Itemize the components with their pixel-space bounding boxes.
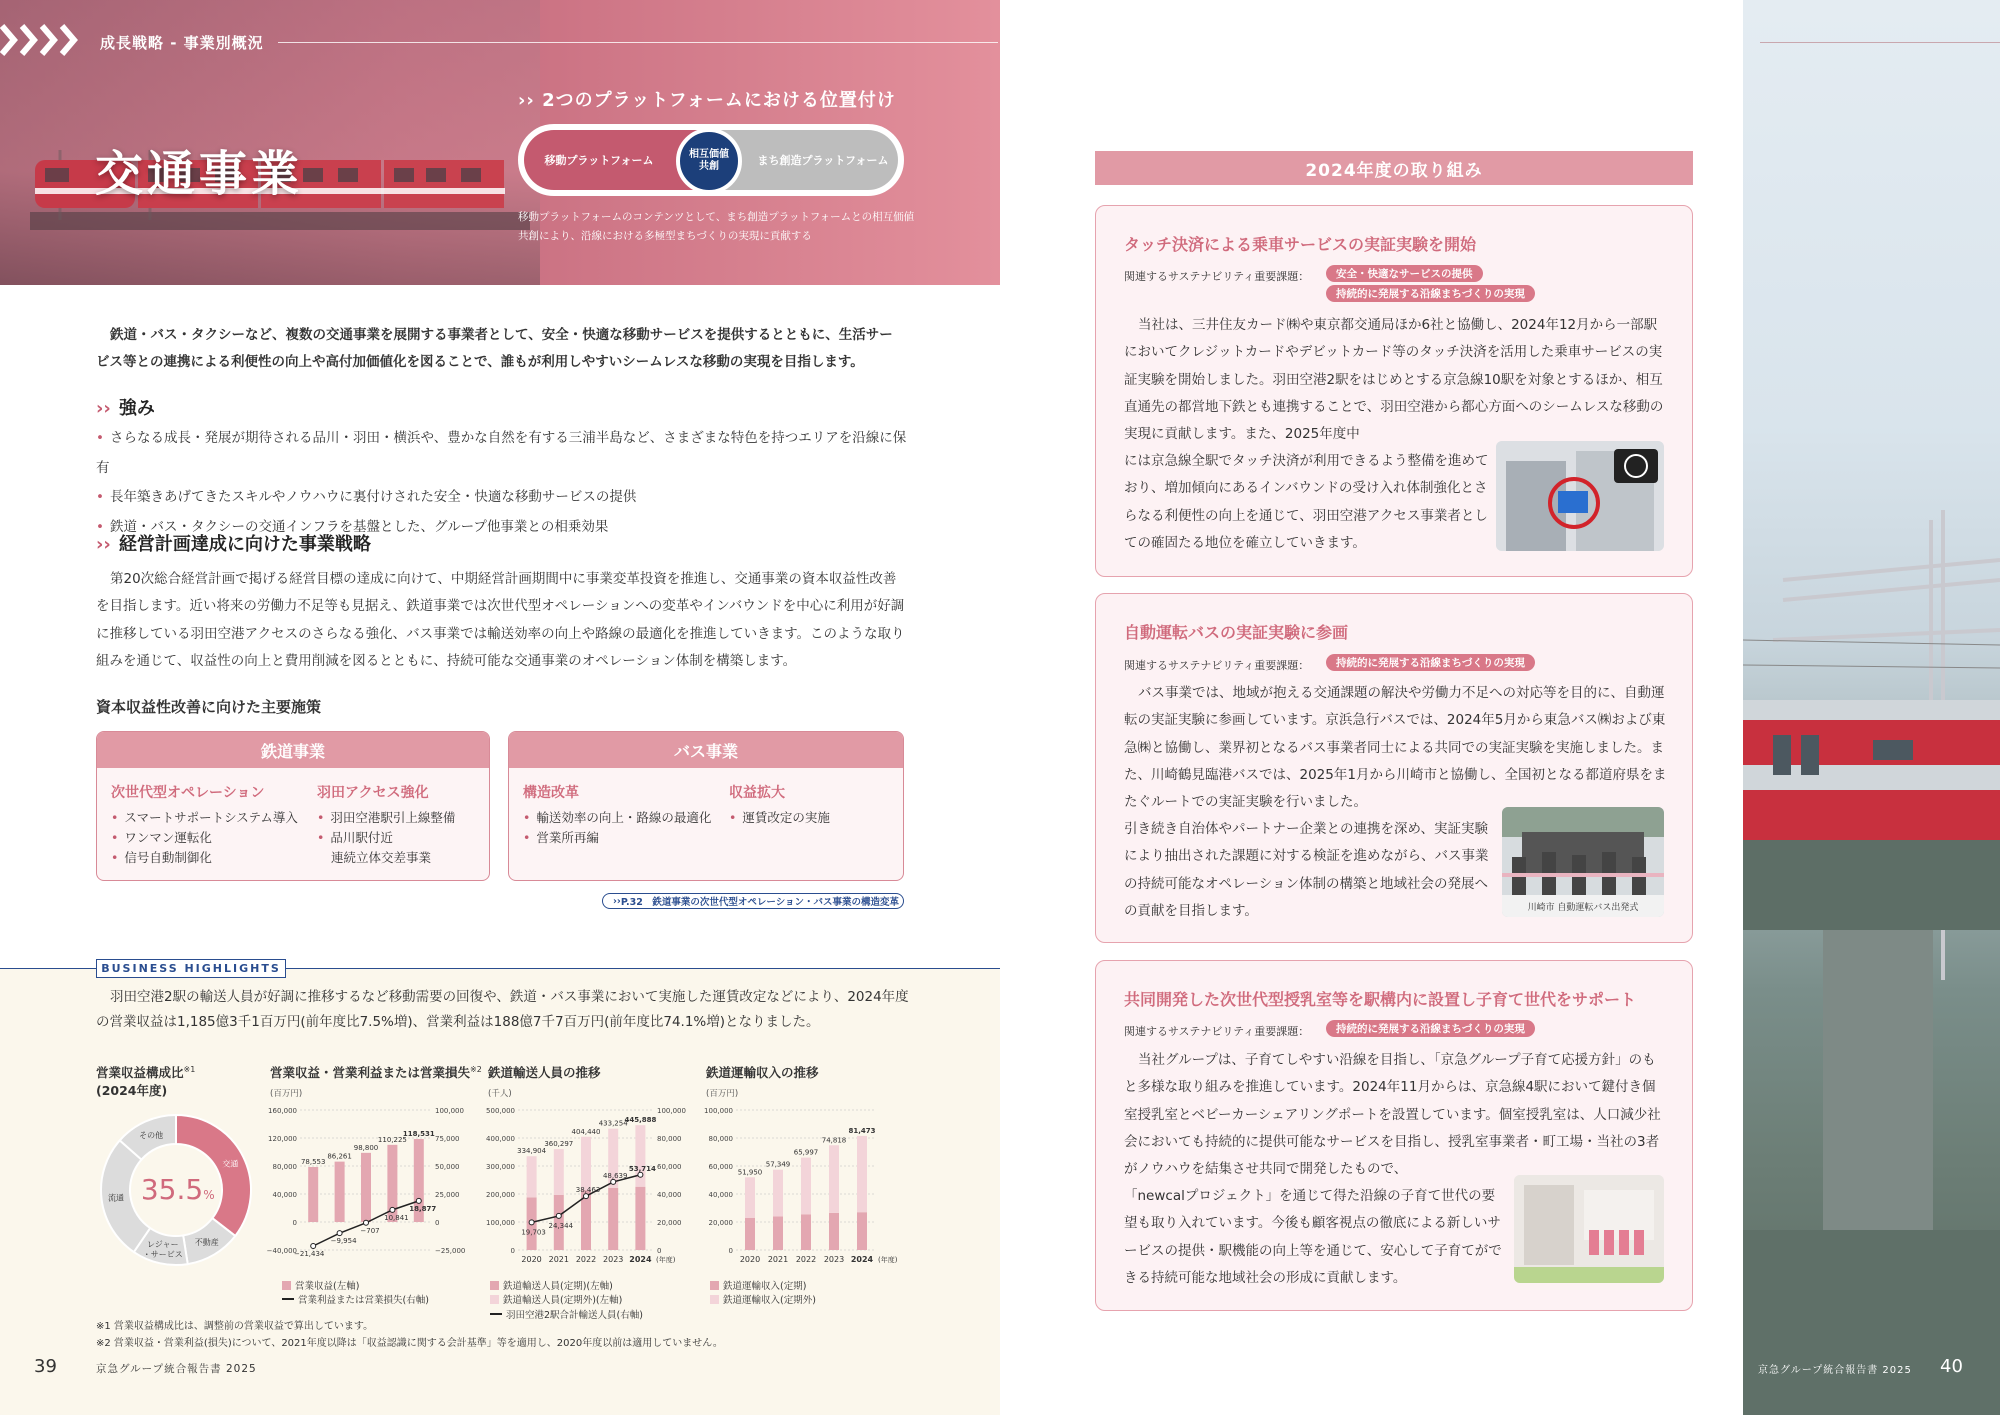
double-chevron-icon: ›› bbox=[518, 90, 543, 111]
page-number-left: 39 bbox=[34, 1356, 57, 1377]
section-label: 成長戦略 - 事業別概況 bbox=[100, 34, 264, 52]
y-tick-label: 80,000 bbox=[272, 1163, 297, 1171]
platform-left: 移動プラットフォーム bbox=[524, 130, 704, 190]
related-label: 関連するサステナビリティ重要課題： bbox=[1124, 659, 1310, 672]
chart4-title: 鉄道運輸収入の推移 bbox=[706, 1065, 819, 1080]
composition-pie-chart bbox=[96, 1110, 256, 1270]
platform-diagram bbox=[518, 124, 904, 196]
pie-slice-label: 流通 bbox=[107, 1193, 124, 1203]
legend-swatch bbox=[490, 1295, 499, 1304]
bar bbox=[361, 1153, 371, 1222]
bar-segment bbox=[829, 1145, 839, 1213]
card-title: 共同開発した次世代型授乳室等を駅構内に設置し子育て世代をサポート bbox=[1124, 990, 1637, 1009]
y-tick-label: 40,000 bbox=[272, 1191, 297, 1199]
bar-segment bbox=[745, 1177, 755, 1218]
line-value-label: 10,841 bbox=[384, 1213, 409, 1222]
x-tick-label: 2024 bbox=[850, 1255, 874, 1264]
list-item: • 営業所再編 bbox=[523, 828, 711, 848]
y-right-tick-label: 80,000 bbox=[657, 1135, 682, 1143]
pie-slice-label: ・サービス bbox=[142, 1250, 183, 1260]
list-item: • ワンマン運転化 bbox=[111, 828, 298, 848]
double-chevron-icon: ›› bbox=[96, 534, 111, 555]
chart4-legend bbox=[710, 1280, 816, 1309]
bar-total-label: 445,888 bbox=[624, 1116, 657, 1125]
double-chevron-icon: ›› bbox=[96, 398, 111, 419]
line-point bbox=[390, 1207, 395, 1212]
legend-swatch bbox=[710, 1295, 719, 1304]
pie-slice-label: 交通 bbox=[222, 1159, 239, 1169]
card-body: 当社は、三井住友カード㈱や東京都交通局ほか6社と協働し、2024年12月から一部駅においてクレジットカードやデビットカード等のタッチ決済を活用した乗車サービスの実証実験を開始しました。羽田空港2駅をはじめとする京急線10駅を対象とするほか、相互直通先の都営地下鉄とも連携することで、羽田空港から都心方面へのシームレスな移動の実現に貢献します。また、2025年度中 bbox=[1124, 317, 1664, 443]
nursing-room-illustration bbox=[1514, 1175, 1664, 1283]
x-tick-label: 2021 bbox=[767, 1255, 789, 1264]
bar-segment bbox=[857, 1136, 867, 1212]
y-right-tick-label: 0 bbox=[435, 1219, 440, 1227]
y-tick-label: 120,000 bbox=[268, 1135, 297, 1143]
rail-policy-title: 鉄道事業 bbox=[97, 732, 489, 768]
y-right-tick-label: 50,000 bbox=[435, 1163, 460, 1171]
rail-col-title: 次世代型オペレーション bbox=[111, 785, 265, 801]
photo-sign-text: 川崎市 自動運転バス出発式 bbox=[1527, 903, 1639, 913]
nursing-room-photo bbox=[1514, 1175, 1664, 1283]
x-tick-label: 2022 bbox=[795, 1255, 817, 1264]
legend-item: 鉄道輸送人員(定期外)(左軸) bbox=[490, 1294, 643, 1308]
rail-revenue-chart bbox=[696, 1100, 916, 1280]
x-tick-label: 2020 bbox=[739, 1255, 761, 1264]
bar-segment bbox=[829, 1213, 839, 1250]
list-item: • 輸送効率の向上・路線の最適化 bbox=[523, 808, 711, 828]
bar-total-label: 404,440 bbox=[571, 1127, 601, 1136]
sustainability-tag: 持続的に発展する沿線まちづくりの実現 bbox=[1326, 285, 1535, 302]
pie-center-unit: % bbox=[203, 1188, 215, 1202]
y-tick-label: 0 bbox=[292, 1219, 297, 1227]
bar-total-label: 81,473 bbox=[848, 1126, 876, 1135]
header-banner bbox=[0, 0, 1000, 285]
y-tick-label: 60,000 bbox=[708, 1163, 733, 1171]
bar-segment bbox=[745, 1218, 755, 1250]
rail-col-haneda bbox=[317, 782, 455, 868]
bus-col-reform bbox=[523, 782, 711, 848]
rail-col-title: 羽田アクセス強化 bbox=[317, 785, 429, 801]
card-body-continued: には京急線全駅でタッチ決済が利用できるよう整備を進めており、増加傾向にあるインバウンドの受け入れ体制強化とさらなる利便性の向上を通じて、羽田空港アクセス事業者としての確固たる地位を確立していきます。 bbox=[1124, 453, 1489, 551]
bus-policy-title: バス事業 bbox=[509, 732, 903, 768]
list-item: • 長年築きあげてきたスキルやノウハウに裏付けされた安全・快適な移動サービスの提供 bbox=[96, 483, 916, 513]
initiative-card-nursing-room bbox=[1095, 960, 1693, 1311]
strategy-paragraph: 第20次総合経営計画で掲げる経営目標の達成に向けて、中期経営計画期間中に事業変革投資を推進し、交通事業の資本収益性改善を目指します。近い将来の労働力不足等も見据え、鉄道事業では次世代型オペレーションへの変革やインバウンドを中心に利用が好調に推移している羽田空港アクセスのさらなる強化、バス事業では輸送効率の向上や路線の最適化を推進していきます。このような取り組みを通じて、収益性の向上と費用削減を図るとともに、持続可能な交通事業のオペレーション体制を構築します。 bbox=[96, 571, 905, 669]
line-value-label: 38,463 bbox=[575, 1186, 601, 1195]
bar-value-label: 110,225 bbox=[377, 1135, 407, 1144]
bar-segment bbox=[773, 1170, 783, 1217]
legend-item: 営業利益または営業損失(右軸) bbox=[282, 1294, 429, 1308]
list-item: • 信号自動制御化 bbox=[111, 848, 298, 868]
bar-segment bbox=[635, 1187, 645, 1250]
chevron-decoration-icon bbox=[0, 22, 90, 58]
rail-policy-box bbox=[96, 731, 490, 881]
line-value-label: 53,714 bbox=[628, 1164, 656, 1173]
strategy-heading: ›› 経営計画達成に向けた事業戦略 bbox=[96, 534, 371, 555]
card-title: タッチ決済による乗車サービスの実証実験を開始 bbox=[1124, 235, 1477, 254]
bar-value-label: 86,261 bbox=[327, 1152, 352, 1161]
y-tick-label: 500,000 bbox=[486, 1107, 515, 1115]
list-item: • 鉄道・バス・タクシーの交通インフラを基盤とした、グループ他事業との相乗効果 bbox=[96, 513, 916, 543]
bar-total-label: 51,950 bbox=[737, 1168, 763, 1177]
line-point bbox=[311, 1244, 316, 1249]
related-label: 関連するサステナビリティ重要課題： bbox=[1124, 270, 1310, 283]
bus-ceremony-illustration bbox=[1502, 807, 1664, 917]
y-right-tick-label: 20,000 bbox=[657, 1219, 682, 1227]
bar-total-label: 57,349 bbox=[765, 1160, 791, 1169]
x-axis-suffix bbox=[434, 1279, 454, 1280]
bus-col-revenue bbox=[729, 782, 830, 828]
x-tick-label: 2023 bbox=[823, 1255, 845, 1264]
x-tick-label: 2024 bbox=[629, 1255, 652, 1264]
card-body: バス事業では、地域が抱える交通課題の解決や労働力不足への対応等を目的に、自動運転の実証実験に参画しています。京浜急行バスでは、2024年5月から東急バス㈱および東急㈱と協働し、業界初となるバス事業者同士による共同での実証実験を実施しました。また、川崎鶴見臨港バスでは、2025年1月から川崎市と協働し、全国初となる都道府県をまたぐルートでの実証実験を行いました。 bbox=[1124, 685, 1667, 811]
sustainability-tag: 持続的に発展する沿線まちづくりの実現 bbox=[1326, 1020, 1535, 1037]
line-point bbox=[364, 1220, 369, 1225]
chart2-legend bbox=[282, 1280, 429, 1309]
bar-total-label: 334,904 bbox=[517, 1147, 547, 1156]
bar-total-label: 360,297 bbox=[544, 1140, 574, 1149]
related-label: 関連するサステナビリティ重要課題： bbox=[1124, 1025, 1310, 1038]
page-reference-link[interactable]: ›› P.32 鉄道事業の次世代型オペレーション・バス事業の構造変革 bbox=[602, 893, 904, 909]
chart4-unit: (百万円) bbox=[706, 1089, 739, 1099]
legend-swatch bbox=[490, 1281, 499, 1290]
bar-segment bbox=[773, 1216, 783, 1250]
platform-note: 移動プラットフォームのコンテンツとして、まち創造プラットフォームとの相互価値共創により、沿線における多極型まちづくりの実現に貢献する bbox=[518, 211, 915, 242]
y-tick-label: 100,000 bbox=[704, 1107, 733, 1115]
legend-item: 営業収益(左軸) bbox=[282, 1280, 429, 1294]
list-item: • 品川駅付近 bbox=[317, 828, 455, 848]
line-point bbox=[337, 1231, 342, 1236]
bar bbox=[308, 1167, 318, 1222]
y-right-tick-label: 60,000 bbox=[657, 1163, 682, 1171]
bus-ceremony-photo bbox=[1502, 807, 1664, 917]
bar-segment bbox=[857, 1212, 867, 1250]
pie-slice-label: 不動産 bbox=[194, 1238, 219, 1248]
footnote: ※2 営業収益・営業利益(損失)について、2021年度以降は「収益認識に関する会計基準」等を適用し、2020年度以前は適用していません。 bbox=[96, 1338, 723, 1349]
bar-segment bbox=[801, 1214, 811, 1250]
initiative-card-autonomous-bus bbox=[1095, 593, 1693, 943]
y-tick-label: 80,000 bbox=[708, 1135, 733, 1143]
sustainability-tag: 持続的に発展する沿線まちづくりの実現 bbox=[1326, 654, 1535, 671]
line-point bbox=[584, 1194, 589, 1199]
bar-value-label: 118,531 bbox=[402, 1130, 435, 1139]
legend-item: 羽田空港2駅合計輸送人員(右軸) bbox=[490, 1309, 643, 1323]
y-right-tick-label: −25,000 bbox=[435, 1247, 466, 1255]
line-point bbox=[416, 1198, 421, 1203]
line-value-label: 48,639 bbox=[602, 1171, 628, 1180]
x-tick-label: 2020 bbox=[521, 1255, 542, 1264]
y-tick-label: 400,000 bbox=[486, 1135, 515, 1143]
card-body-continued: 「newcalプロジェクト」を通じて得た沿線の子育て世代の要望も取り入れています。今後も顧客視点の徹底による新しいサービスの提供・駅機能の向上等を通じて、安心して子育てができる持続可能な地域社会の形成に貢献します。 bbox=[1124, 1188, 1502, 1286]
ridership-chart bbox=[478, 1100, 696, 1280]
x-tick-label: 2023 bbox=[603, 1255, 624, 1264]
line-point bbox=[556, 1213, 561, 1218]
y-tick-label: 300,000 bbox=[486, 1163, 515, 1171]
y-tick-label: −40,000 bbox=[266, 1247, 297, 1255]
y-tick-label: 0 bbox=[510, 1247, 515, 1255]
business-highlights-tag: BUSINESS HIGHLIGHTS bbox=[96, 959, 286, 978]
list-item: • 運賃改定の実施 bbox=[729, 808, 830, 828]
legend-line bbox=[282, 1298, 294, 1300]
line-value-label: −21,434 bbox=[294, 1250, 325, 1259]
line-value-label: 18,877 bbox=[409, 1204, 437, 1213]
line-point bbox=[638, 1172, 643, 1177]
pie-center-value: 35.5 bbox=[140, 1173, 204, 1206]
footnotes bbox=[96, 1318, 723, 1352]
bar-segment bbox=[801, 1158, 811, 1215]
bar-segment bbox=[554, 1149, 564, 1195]
pie-slice-label: レジャー bbox=[146, 1240, 179, 1250]
x-axis-suffix: (年度) bbox=[656, 1256, 676, 1264]
bar-value-label: 78,553 bbox=[300, 1158, 326, 1167]
legend-line bbox=[490, 1313, 502, 1315]
platform-center: 相互価値共創 bbox=[676, 128, 742, 194]
revenue-profit-chart bbox=[262, 1100, 472, 1280]
bar-value-label: 98,800 bbox=[353, 1143, 379, 1152]
card-body-continued: 引き続き自治体やパートナー企業との連携を深め、実証実験により抽出された課題に対する検証を進めながら、バス事業の持続可能なオペレーション体制の構築と地域社会の発展への貢献を目指します。 bbox=[1124, 821, 1489, 919]
list-item: • さらなる成長・発展が期待される品川・羽田・横浜や、豊かな自然を有する三浦半島など、さまざまな特色を持つエリアを沿線に保有 bbox=[96, 424, 916, 483]
ticket-gate-photo bbox=[1496, 441, 1664, 551]
double-chevron-icon: ›› bbox=[613, 895, 621, 907]
bar-segment bbox=[527, 1156, 537, 1197]
card-title: 自動運転バスの実証実験に参画 bbox=[1124, 623, 1349, 642]
page-number-right: 40 bbox=[1940, 1356, 1963, 1377]
y-tick-label: 100,000 bbox=[486, 1219, 515, 1227]
publication-name-left: 京急グループ統合報告書 2025 bbox=[96, 1363, 257, 1375]
initiative-card-touch-payment bbox=[1095, 205, 1693, 577]
sustainability-tag: 安全・快適なサービスの提供 bbox=[1326, 265, 1483, 282]
chart3-legend bbox=[490, 1280, 643, 1323]
y-tick-label: 40,000 bbox=[708, 1191, 733, 1199]
chart1-title: 営業収益構成比$^{※1}$ (2024年度) bbox=[96, 1065, 196, 1098]
list-item-continuation: 連続立体交差事業 bbox=[331, 850, 432, 865]
legend-item: 鉄道輸送人員(定期)(左軸) bbox=[490, 1280, 643, 1294]
bar-total-label: 433,254 bbox=[598, 1119, 628, 1128]
platform-right: まち創造プラットフォーム bbox=[718, 130, 898, 190]
bar-segment bbox=[581, 1137, 591, 1190]
card-body: 当社グループは、子育てしやすい沿線を目指し、「京急グループ子育て応援方針」のもと多様な取り組みを推進しています。2024年11月からは、京急線4駅において鍵付き個室授乳室とベビーカーシェアリングポートを設置しています。個室授乳室は、人口減少社会においても持続的に提供可能なサービスを目指し、授乳室事業者・町工場・当社の3者がノウハウを結集させ共同で開発したもので、 bbox=[1124, 1052, 1661, 1178]
header-divider-right bbox=[1760, 42, 2000, 43]
x-tick-label: 2022 bbox=[575, 1255, 597, 1264]
y-right-tick-label: 100,000 bbox=[657, 1107, 686, 1115]
legend-swatch bbox=[282, 1281, 291, 1290]
footnote: ※1 営業収益構成比は、調整前の営業収益で算出しています。 bbox=[96, 1321, 374, 1332]
list-item: • 羽田空港駅引上線整備 bbox=[317, 808, 455, 828]
strengths-list bbox=[96, 424, 916, 543]
y-tick-label: 20,000 bbox=[708, 1219, 733, 1227]
page-title: 交通事業 bbox=[95, 146, 304, 202]
line-point bbox=[611, 1179, 616, 1184]
bus-col-title: 構造改革 bbox=[523, 785, 579, 801]
ticket-gate-illustration bbox=[1496, 441, 1664, 551]
chart2-title: 営業収益・営業利益または営業損失$^{※2}$ bbox=[270, 1065, 482, 1081]
legend-item: 鉄道運輸収入(定期) bbox=[710, 1280, 816, 1294]
list-item: • スマートサポートシステム導入 bbox=[111, 808, 298, 828]
y-right-tick-label: 100,000 bbox=[435, 1107, 464, 1115]
highlights-paragraph: 羽田空港2駅の輸送人員が好調に推移するなど移動需要の回復や、鉄道・バス事業において実施した運賃改定などにより、2024年度の営業収益は1,185億3千1百万円(前年度比7.5%増)、営業利益は188億7千7百万円(前年度比74.1%増)となりました。 bbox=[96, 989, 909, 1030]
y-tick-label: 0 bbox=[728, 1247, 733, 1255]
y-right-tick-label: 40,000 bbox=[657, 1191, 682, 1199]
y-right-tick-label: 25,000 bbox=[435, 1191, 460, 1199]
publication-name-right: 京急グループ統合報告書 2025 bbox=[1758, 1365, 1912, 1376]
line-value-label: −9,954 bbox=[330, 1237, 357, 1246]
platform-heading: ›› 2つのプラットフォームにおける位置付け bbox=[518, 90, 896, 111]
line-point bbox=[529, 1220, 534, 1225]
bar-segment bbox=[608, 1188, 618, 1250]
strengths-heading: ›› 強み bbox=[96, 398, 155, 419]
section-divider bbox=[278, 42, 998, 43]
y-right-tick-label: 75,000 bbox=[435, 1135, 460, 1143]
bar-total-label: 74,818 bbox=[821, 1136, 847, 1145]
chart2-unit: (百万円) bbox=[270, 1089, 303, 1099]
y-tick-label: 200,000 bbox=[486, 1191, 515, 1199]
x-axis-suffix: (年度) bbox=[878, 1256, 898, 1264]
bus-col-title: 収益拡大 bbox=[729, 785, 785, 801]
chart3-title: 鉄道輸送人員の推移 bbox=[488, 1065, 601, 1080]
line-value-label: −707 bbox=[360, 1226, 380, 1235]
x-tick-label: 2021 bbox=[548, 1255, 569, 1264]
bar bbox=[335, 1162, 345, 1222]
intro-paragraph: 鉄道・バス・タクシーなど、複数の交通事業を展開する事業者として、安全・快適な移動サービスを提供するとともに、生活サービス等との連携による利便性の向上や高付加価値化を図ることで、誰もが利用しやすいシームレスな移動の実現を目指します。 bbox=[96, 327, 893, 370]
bridge-train-photo bbox=[1743, 0, 2000, 1415]
rail-col-operation bbox=[111, 782, 298, 868]
chart3-unit: (千人) bbox=[488, 1089, 512, 1099]
photo-illustration bbox=[1743, 0, 2000, 1415]
pie-slice-label: その他 bbox=[139, 1130, 164, 1140]
bar-total-label: 65,997 bbox=[793, 1148, 819, 1157]
legend-item: 鉄道運輸収入(定期外) bbox=[710, 1294, 816, 1308]
initiatives-heading: 2024年度の取り組み bbox=[1095, 151, 1693, 185]
bus-policy-box bbox=[508, 731, 904, 881]
y-right-tick-label: 0 bbox=[657, 1247, 662, 1255]
legend-swatch bbox=[710, 1281, 719, 1290]
y-tick-label: 160,000 bbox=[268, 1107, 297, 1115]
line-value-label: 19,703 bbox=[521, 1228, 546, 1237]
policies-heading: 資本収益性改善に向けた主要施策 bbox=[96, 698, 322, 716]
line-value-label: 24,344 bbox=[548, 1221, 574, 1230]
